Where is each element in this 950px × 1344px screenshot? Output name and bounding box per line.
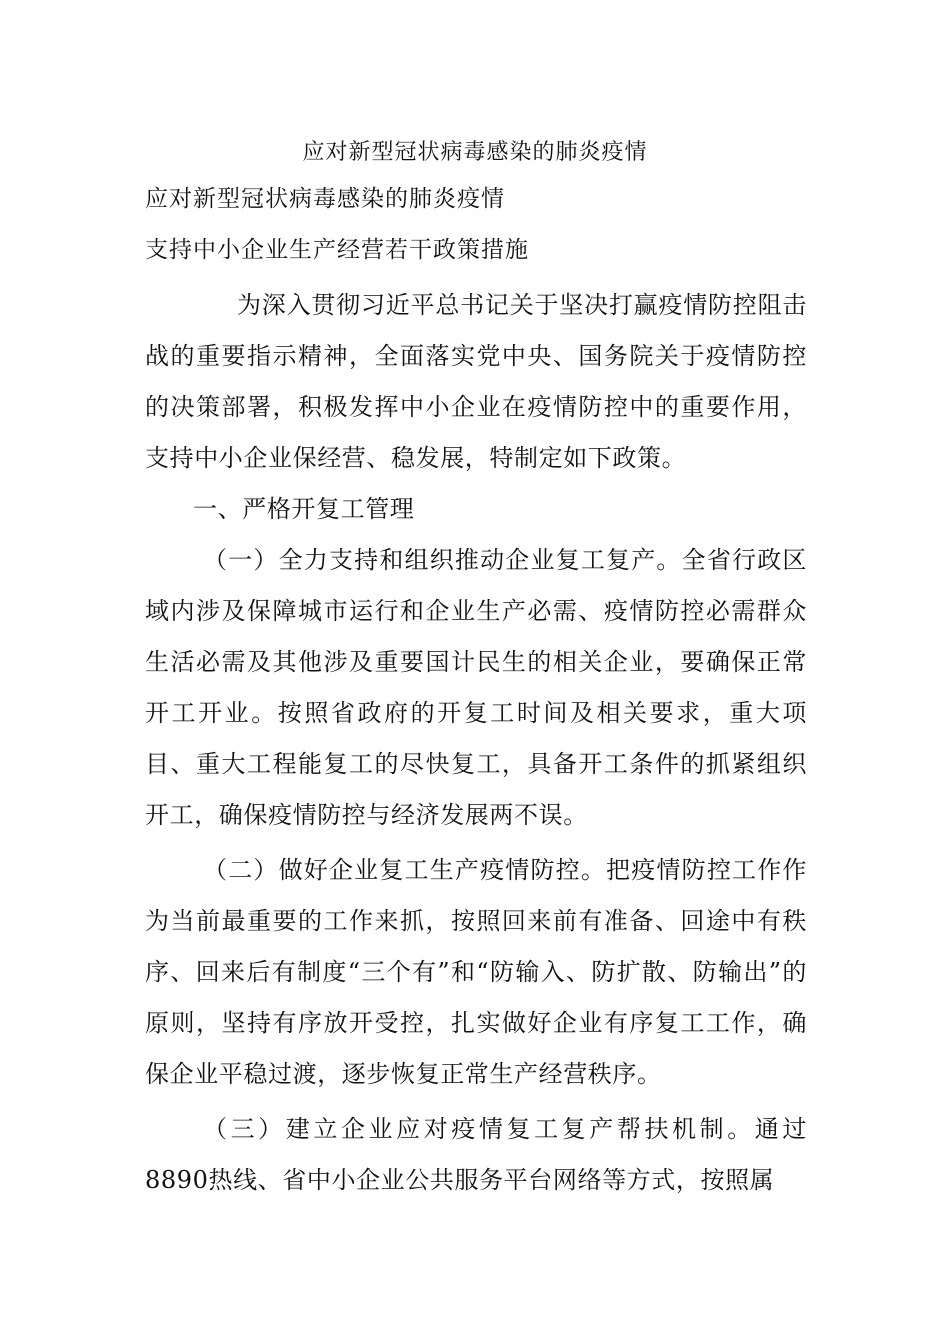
subtitle-line-1: 应对新型冠状病毒感染的肺炎疫情 <box>145 186 505 212</box>
item-2-paragraph: （二）做好企业复工生产疫情防控。把疫情防控工作作为当前最重要的工作来抓，按照回来前有准备、回途中有秩序、回来后有制度“三个有”和“防输入、防扩散、防输出”的原则，坚持有序放开受控，扎实做好企业有序复工工作，确保企业平稳过渡，逐步恢复正常生产经营秩序。 <box>145 856 807 1088</box>
intro-paragraph: 为深入贯彻习近平总书记关于坚决打赢疫情防控阻击战的重要指示精神，全面落实党中央、国务院关于疫情防控的决策部署，积极发挥中小企业在疫情防控中的重要作用，支持中小企业保经营、稳发展，特制定如下政策。 <box>145 291 807 472</box>
subtitle-line-2: 支持中小企业生产经营若干政策措施 <box>145 237 529 263</box>
document-title: 应对新型冠状病毒感染的肺炎疫情 <box>302 140 648 165</box>
item-3-paragraph: （三）建立企业应对疫情复工复产帮扶机制。通过8890热线、省中小企业公共服务平台网络等方式，按照属 <box>145 1115 807 1194</box>
section-1-heading: 一、严格开复工管理 <box>193 495 415 523</box>
document-body <box>145 280 807 1206</box>
item-1-paragraph: （一）全力支持和组织推动企业复工复产。全省行政区域内涉及保障城市运行和企业生产必需、疫情防控必需群众生活必需及其他涉及重要国计民生的相关企业，要确保正常开工开业。按照省政府的开复工时间及相关要求，重大项目、重大工程能复工的尽快复工，具备开工条件的抓紧组织开工，确保疫情防控与经济发展两不误。 <box>145 546 807 829</box>
